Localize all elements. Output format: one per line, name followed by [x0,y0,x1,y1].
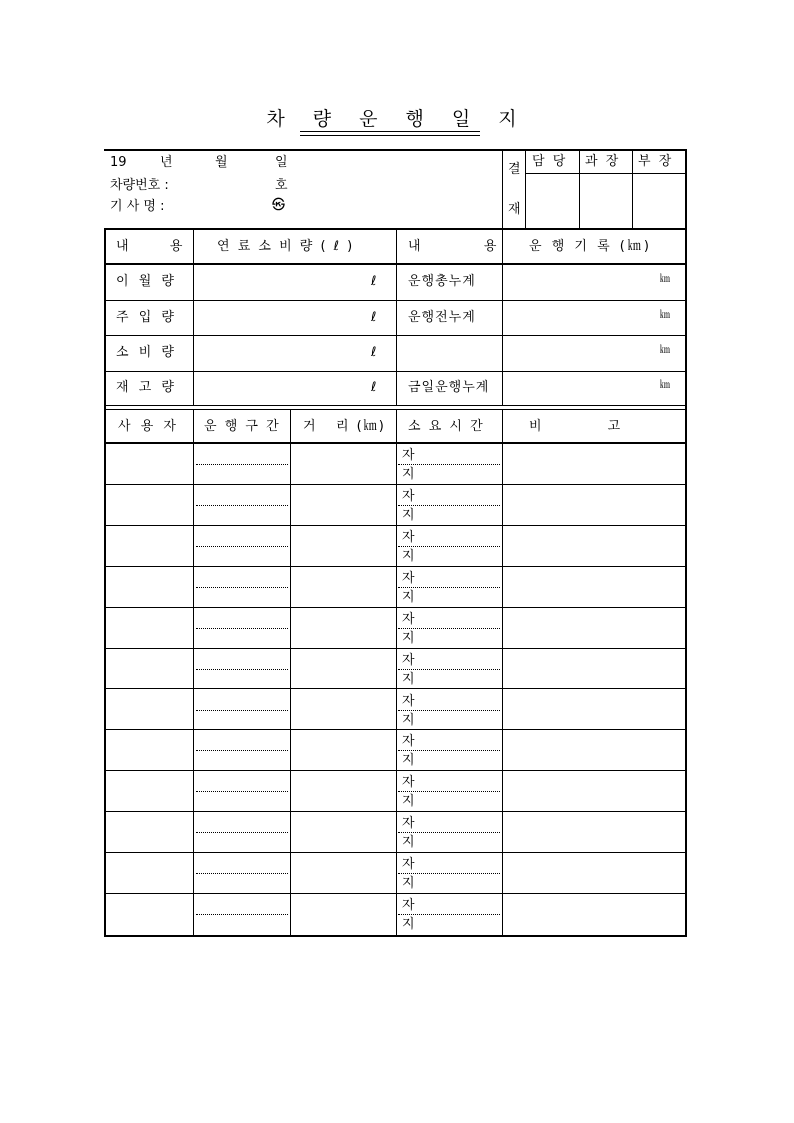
time-divider [398,750,500,751]
log-row [104,526,687,567]
route-divider [196,505,288,506]
approval-label-bottom: 재 [508,202,521,217]
fuel-row-label: 소 비 량 [116,345,177,360]
fuel-header-content: 내 용 [116,239,183,254]
title-underline [300,131,480,132]
fuel-header-consumption: 연 료 소 비 량 ( ℓ ) [217,239,355,254]
time-to-mark: 지 [402,467,415,482]
log-row [104,730,687,771]
log-row [104,567,687,608]
route-divider [196,832,288,833]
log-header-duration: 소 요 시 간 [408,419,485,434]
fuel-row-label: 재 고 량 [116,380,177,395]
fuel-row-unit: ℓ [371,380,377,395]
log-header-route: 운 행 구 간 [204,419,281,434]
record-row-label: 금일운행누계 [408,380,490,395]
time-to-mark: 지 [402,589,415,605]
log-row [104,812,687,853]
time-to-mark: 지 [402,630,415,646]
route-divider [196,914,288,915]
route-divider [196,464,288,465]
route-divider [196,873,288,874]
time-divider [398,832,500,833]
time-to-mark: 지 [402,671,415,687]
log-row [104,608,687,649]
approval-col-manager: 과 장 [585,154,621,169]
log-row [104,894,687,935]
approval-col-staff: 담 당 [532,154,568,169]
log-row [104,853,687,894]
record-row-unit: ㎞ [660,345,670,356]
log-row [104,649,687,690]
vehicle-no-label: 차량번호 : [110,178,169,193]
time-divider [398,505,500,506]
approval-col-director: 부 장 [638,154,674,169]
route-divider [196,587,288,588]
time-from-mark: 자 [402,857,415,873]
record-row-unit: ㎞ [660,310,670,321]
year-prefix: 19 [110,155,127,170]
log-header-remarks: 비 고 [529,419,621,434]
fuel-row-label: 주 입 량 [116,310,177,325]
record-row-label: 운행전누계 [408,310,476,325]
route-divider [196,750,288,751]
time-from-mark: 자 [402,652,415,668]
fuel-row-label: 이 월 량 [116,274,177,289]
day-label: 일 [275,155,288,170]
driver-label: 기 사 명 : [110,199,165,214]
fuel-row-unit: ℓ [371,345,377,360]
time-to-mark: 지 [402,876,415,892]
route-divider [196,791,288,792]
log-header-user: 사 용 자 [118,419,179,434]
route-divider [196,628,288,629]
route-divider [196,669,288,670]
log-header-distance: 거 리 (㎞) [303,419,386,434]
fuel-row-unit: ℓ [371,274,377,289]
time-from-mark: 자 [402,448,415,463]
time-from-mark: 자 [402,570,415,586]
log-row [104,690,687,731]
route-divider [196,546,288,547]
route-divider [196,710,288,711]
time-to-mark: 지 [402,917,415,933]
year-label: 년 [160,155,173,170]
time-divider [398,464,500,465]
log-row [104,444,687,485]
time-to-mark: 지 [402,753,415,769]
approval-label-top: 결 [508,162,521,177]
fuel-row-unit: ℓ [371,310,377,325]
time-divider [398,669,500,670]
time-from-mark: 자 [402,898,415,914]
time-from-mark: 자 [402,816,415,832]
time-to-mark: 지 [402,507,415,523]
log-row [104,485,687,526]
time-divider [398,587,500,588]
seal-mark: ㉿ [272,198,286,213]
time-to-mark: 지 [402,794,415,810]
time-from-mark: 자 [402,775,415,791]
time-from-mark: 자 [402,693,415,709]
record-row-label: 운행총누계 [408,274,476,289]
record-row-unit: ㎞ [660,274,670,285]
time-to-mark: 지 [402,835,415,851]
time-from-mark: 자 [402,611,415,627]
month-label: 월 [215,155,228,170]
time-divider [398,628,500,629]
log-row [104,771,687,812]
vehicle-no-suffix: 호 [275,178,288,193]
time-from-mark: 자 [402,529,415,545]
main-grid [104,228,687,938]
time-divider [398,873,500,874]
time-divider [398,546,500,547]
time-divider [398,791,500,792]
time-from-mark: 자 [402,734,415,750]
title-underline-2 [300,135,480,136]
record-header-content: 내 용 [408,239,499,254]
time-from-mark: 자 [402,488,415,504]
time-to-mark: 지 [402,712,415,728]
time-to-mark: 지 [402,548,415,564]
page-title: 차 량 운 행 일 지 [266,108,528,130]
time-divider [398,914,500,915]
header-block [104,149,687,228]
time-divider [398,710,500,711]
record-header-distance: 운 행 기 록 (㎞) [529,239,652,254]
record-row-unit: ㎞ [660,380,670,391]
